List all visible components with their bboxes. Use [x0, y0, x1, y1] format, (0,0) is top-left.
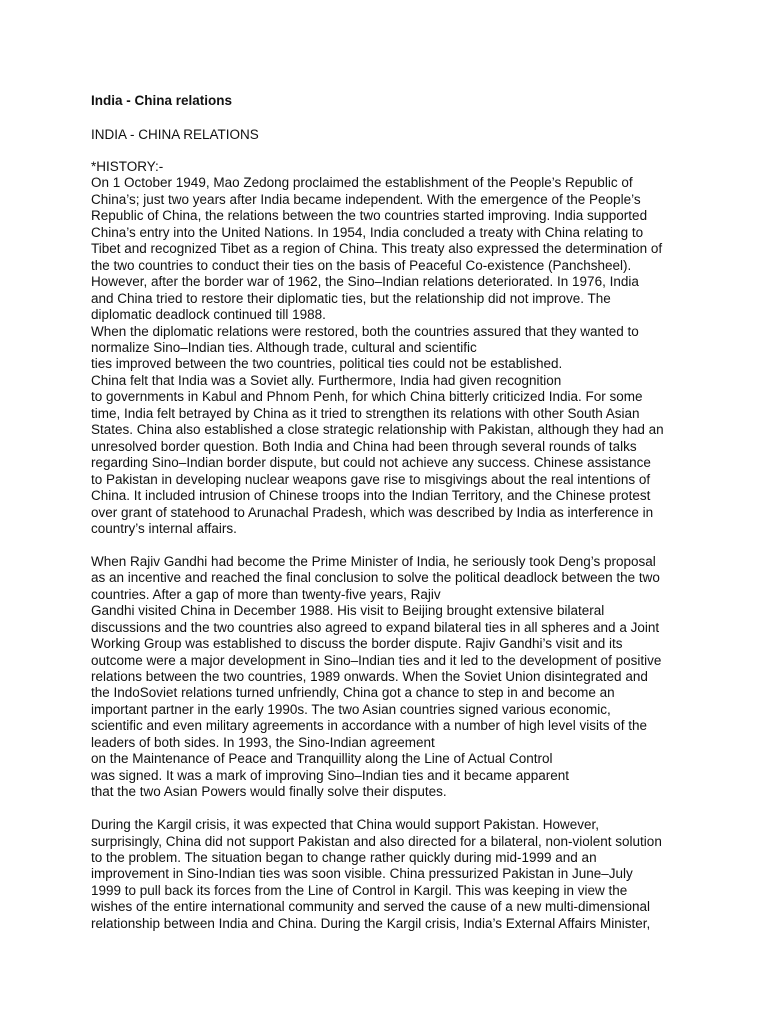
text-line: to the problem. The situation began to change rather quickly during mid-1999 and an — [91, 850, 597, 865]
document-subtitle: INDIA - CHINA RELATIONS — [91, 127, 259, 142]
text-line: time, India felt betrayed by China as it tried to strengthen its relations with other South Asian — [91, 405, 640, 421]
text-line: However, after the border war of 1962, the Sino–Indian relations deteriorated. In 1976, India — [91, 274, 639, 290]
paragraph — [91, 817, 691, 932]
text-line: countries. After a gap of more than twenty-five years, Rajiv — [91, 586, 441, 602]
text-line: During the Kargil crisis, it was expected that China would support Pakistan. However, — [91, 817, 599, 833]
text-line: on the Maintenance of Peace and Tranquillity along the Line of Actual Control — [91, 751, 553, 767]
text-line: China’s entry into the United Nations. In 1954, India concluded a treaty with China relating to — [91, 224, 644, 240]
text-line: States. China also established a close strategic relationship with Pakistan, although they had an — [91, 422, 664, 438]
text-line: leaders of both sides. In 1993, the Sino-Indian agreement — [91, 734, 435, 750]
text-line: important partner in the early 1990s. The two Asian countries signed various economic, — [91, 701, 611, 717]
paragraph-spacer — [91, 537, 691, 553]
text-line: regarding Sino–Indian border dispute, but could not achieve any success. Chinese assistance — [91, 455, 651, 471]
text-line: China’s; just two years after India became independent. With the emergence of the People’s — [91, 191, 641, 207]
document-title: India - China relations — [91, 93, 233, 108]
text-line: relationship between India and China. During the Kargil crisis, India’s External Affairs Minister, — [91, 915, 651, 931]
text-line: the IndoSoviet relations turned unfriendly, China got a chance to step in and become an — [91, 685, 615, 701]
text-line: that the two Asian Powers would finally solve their disputes. — [91, 784, 447, 800]
text-line: 1999 to pull back its forces from the Line of Control in Kargil. This was keeping in view the — [91, 882, 628, 898]
paragraph — [91, 159, 691, 537]
text-line: When the diplomatic relations were restored, both the countries assured that they wanted to — [91, 323, 639, 339]
text-line: Republic of China, the relations between the two countries started improving. India supported — [91, 208, 648, 224]
document-body — [91, 159, 691, 932]
text-line: relations between the two countries, 1989 onwards. When the Soviet Union disintegrated and — [91, 669, 648, 685]
paragraph — [91, 554, 691, 801]
text-line: China. It included intrusion of Chinese troops into the Indian Territory, and the Chinese protest — [91, 488, 651, 504]
text-line: ties improved between the two countries, political ties could not be established. — [91, 356, 563, 372]
text-line: and China tried to restore their diplomatic ties, but the relationship did not improve. The — [91, 290, 611, 306]
text-line: over grant of statehood to Arunachal Pradesh, which was described by India as interference in — [91, 504, 654, 520]
paragraph-spacer — [91, 801, 691, 817]
document-page — [91, 93, 691, 932]
text-line: was signed. It was a mark of improving Sino–Indian ties and it became apparent — [91, 767, 570, 783]
text-line: to governments in Kabul and Phnom Penh, for which China bitterly criticized India. For some — [91, 389, 643, 405]
text-line: Working Group was established to discuss the border dispute. Rajiv Gandhi’s visit and its — [91, 636, 623, 652]
text-line: the two countries to conduct their ties on the basis of Peaceful Co-existence (Panchsheel). — [91, 257, 632, 273]
text-line: surprisingly, China did not support Pakistan and also directed for a bilateral, non-violent solution — [91, 833, 662, 849]
text-line: as an incentive and reached the final conclusion to solve the political deadlock between the two — [91, 570, 660, 586]
text-line: country’s internal affairs. — [91, 520, 237, 536]
text-line: China felt that India was a Soviet ally. Furthermore, India had given recognition — [91, 372, 562, 388]
text-line: improvement in Sino-Indian ties was soon visible. China pressurized Pakistan in June–July — [91, 866, 633, 882]
text-line: diplomatic deadlock continued till 1988. — [91, 307, 326, 323]
text-line: Tibet and recognized Tibet as a region of China. This treaty also expressed the determination of — [91, 241, 663, 257]
text-line: scientific and even military agreements in accordance with a number of high level visits of the — [91, 718, 648, 734]
text-line: to Pakistan in developing nuclear weapons gave rise to misgivings about the real intentions of — [91, 471, 651, 487]
text-line: wishes of the entire international community and served the cause of a new multi-dimensional — [91, 899, 651, 915]
text-line: unresolved border question. Both India and China had been through several rounds of talks — [91, 438, 637, 454]
text-line: Gandhi visited China in December 1988. His visit to Beijing brought extensive bilateral — [91, 603, 605, 619]
text-line: discussions and the two countries also agreed to expand bilateral ties in all spheres and a Joint — [91, 619, 660, 635]
text-line: When Rajiv Gandhi had become the Prime Minister of India, he seriously took Deng’s proposal — [91, 553, 656, 569]
text-line: outcome were a major development in Sino–Indian ties and it led to the development of positive — [91, 652, 662, 668]
text-line: On 1 October 1949, Mao Zedong proclaimed the establishment of the People’s Republic of — [91, 175, 633, 191]
text-line: normalize Sino–Indian ties. Although trade, cultural and scientific — [91, 339, 477, 355]
text-line: *HISTORY:- — [91, 159, 164, 174]
